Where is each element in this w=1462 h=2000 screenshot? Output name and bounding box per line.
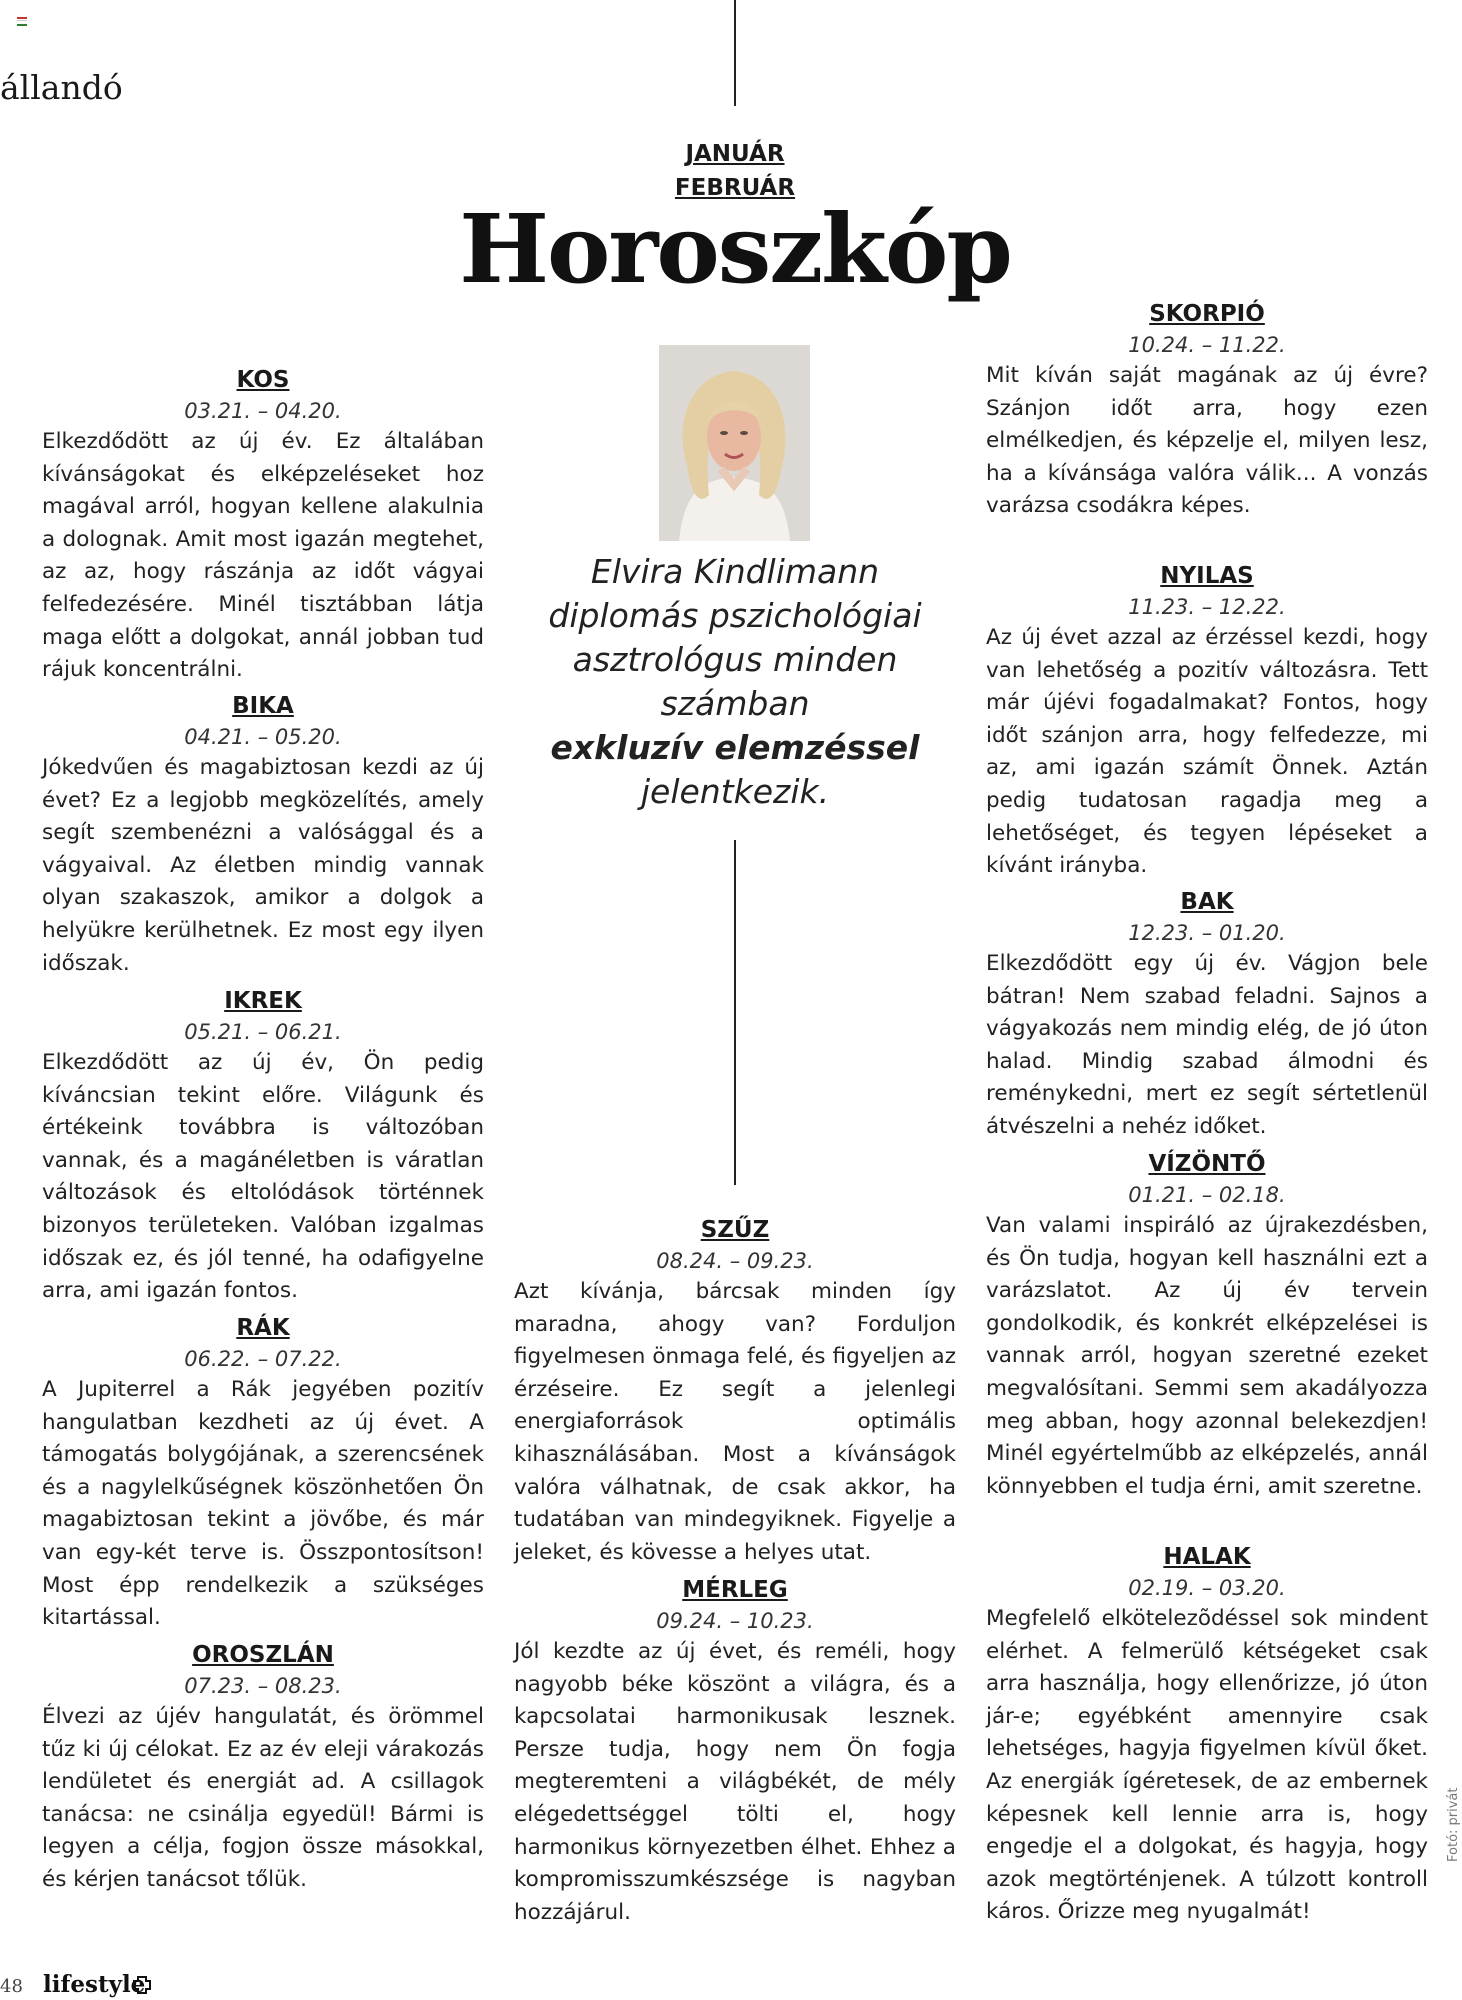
brand-emblem-icon xyxy=(132,1975,152,1995)
sign-text: Van valami inspiráló az újrakezdésben, és Ön tudja, hogyan kell használni ezt a varázslatot. Az új év tervein gondolkodik, és konkrét elképzelései is vannak arról, hogyan szeretné ezeket megvalósítani. Semmi sem akadályozza meg abban, hogy azonnal belekezdjen! Minél egyértelműbb az elképzelés, annál könnyebben el tudja érni, amit szeretne. xyxy=(986,1213,1428,1499)
intro-line-2: diplomás pszichológiai xyxy=(548,596,922,635)
sign-bika xyxy=(42,690,484,980)
sign-kos xyxy=(42,364,484,687)
sign-name: NYILAS xyxy=(1160,563,1254,589)
intro-highlight: exkluzív elemzéssel xyxy=(550,728,920,767)
sign-text: Jókedvűen és magabiztosan kezdi az új évet? Ez a legjobb megközelítés, amely segít szembenézni a valósággal és a vágyaival. Az életben mindig vannak olyan szakaszok, amikor a dolgok a helyükre kerülhetnek. Ez most egy ilyen időszak. xyxy=(42,755,484,976)
sign-dates: 11.23. – 12.22. xyxy=(1128,595,1286,619)
sign-name: HALAK xyxy=(1163,1544,1251,1570)
sign-name: KOS xyxy=(236,367,290,393)
author-portrait xyxy=(659,345,810,541)
sign-text: Élvezi az újév hangulatát, és örömmel tűz ki új célokat. Ez az év eleji várakozás lendületet és energiát ad. A csillagok tanácsa: ne csinálja egyedül! Bármi is legyen a célja, fogjon össze másokkal, és kérjen tanácsot tőlük. xyxy=(42,1704,484,1892)
author-intro xyxy=(520,550,950,814)
sign-szuz xyxy=(514,1214,956,1569)
sign-bak xyxy=(986,886,1428,1144)
brand-logo: lifestyle xyxy=(43,1971,146,1998)
sign-dates: 08.24. – 09.23. xyxy=(656,1249,814,1273)
sign-name: OROSZLÁN xyxy=(192,1642,334,1668)
sign-dates: 10.24. – 11.22. xyxy=(1128,333,1286,357)
sign-dates: 04.21. – 05.20. xyxy=(184,725,342,749)
sign-name: SZŰZ xyxy=(700,1217,770,1243)
sign-name: RÁK xyxy=(236,1315,290,1341)
sign-name: IKREK xyxy=(224,988,302,1014)
month-february: FEBRUÁR xyxy=(674,175,796,201)
sign-nyilas xyxy=(986,560,1428,883)
flag-icon xyxy=(17,17,27,25)
intro-line-1: Elvira Kindlimann xyxy=(590,552,880,591)
sign-text: Jól kezdte az új évet, és reméli, hogy nagyobb béke köszönt a világra, és a kapcsolatai harmonikusak lesznek. Persze tudja, hogy nem Ön fogja megteremteni a világbékét, de mély elégedettséggel tölti el, hogy harmonikus környezetben élhet. Ehhez a kompromisszumkészsége is nagyban hozzájárul. xyxy=(514,1639,956,1925)
section-label: állandó xyxy=(0,68,123,107)
sign-name: VÍZÖNTŐ xyxy=(1148,1151,1266,1177)
sign-text: Elkezdődött egy új év. Vágjon bele bátran! Nem szabad feladni. Sajnos a vágyakozás nem mindig elég, de jó úton halad. Mindig szabad álmodni és reménykedni, mert ez segít sértetlenül átvészelni a nehéz időket. xyxy=(986,951,1428,1139)
sign-dates: 01.21. – 02.18. xyxy=(1128,1183,1286,1207)
divider-line-top xyxy=(734,0,736,106)
sign-dates: 03.21. – 04.20. xyxy=(184,399,342,423)
sign-dates: 06.22. – 07.22. xyxy=(184,1347,342,1371)
sign-dates: 09.24. – 10.23. xyxy=(656,1609,814,1633)
intro-end: jelentkezik. xyxy=(640,772,830,811)
sign-dates: 12.23. – 01.20. xyxy=(1128,921,1286,945)
sign-vizonto xyxy=(986,1148,1428,1503)
sign-name: MÉRLEG xyxy=(682,1577,788,1603)
sign-text: Azt kívánja, bárcsak minden így maradna, ahogy van? Forduljon figyelmesen önmaga felé, és figyeljen az érzéseire. Ez segít a jelenlegi energiaforrások optimális kihasználásában. Most a kívánságok valóra válhatnak, de csak akkor, ha tudatában van mindegyiknek. Figyelje a jeleket, és kövesse a helyes utat. xyxy=(514,1279,956,1565)
sign-rak xyxy=(42,1312,484,1635)
sign-name: BAK xyxy=(1180,889,1234,915)
sign-skorpio xyxy=(986,298,1428,523)
sign-name: BIKA xyxy=(232,693,294,719)
sign-text: Megfelelő elkötelezõdéssel sok mindent elérhet. A felmerülő kétségeket csak arra használja, hogy ellenőrizze, jó úton jár-e; egyébként amennyire csak lehetséges, hagyja figyelmen kívül őket. Az energiák ígéretesek, de az embernek képesnek kell lennie arra is, hogy engedje el a dolgokat, és hagyja, hogy azok megtörténjenek. A túlzott kontroll káros. Őrizze meg nyugalmát! xyxy=(986,1606,1428,1925)
intro-line-4: számban xyxy=(660,684,810,723)
sign-text: Az új évet azzal az érzéssel kezdi, hogy van lehetőség a pozitív változásra. Tett már újévi fogadalmakat? Fontos, hogy időt szánjon arra, hogy felfedezze, mi az, ami igazán számít Önnek. Aztán pedig tudatosan ragadja meg a lehetőséget, és tegyen lépéseket a kívánt irányba. xyxy=(986,625,1428,879)
page-title: Horoszkóp xyxy=(459,194,1011,305)
sign-merleg xyxy=(514,1574,956,1929)
sign-dates: 02.19. – 03.20. xyxy=(1128,1576,1286,1600)
sign-oroszlan xyxy=(42,1639,484,1897)
sign-text: Elkezdődött az új év, Ön pedig kíváncsian tekint előre. Világunk és értékeink továbbra is változóban vannak, és a magánéletben is váratlan változások és eltolódások történnek bizonyos területeken. Valóban izgalmas időszak ez, és jól tenné, ha odafigyelne arra, ami igazán fontos. xyxy=(42,1050,484,1304)
sign-text: A Jupiterrel a Rák jegyében pozitív hangulatban kezdheti az új évet. A támogatás bolygójának, a szerencsének és a nagylelkűségnek köszönhetően Ön magabiztosan tekint a jövőbe, és már van egy-két terve is. Összpontosítson! Most épp rendelkezik a szükséges kitartással. xyxy=(42,1377,484,1631)
sign-ikrek xyxy=(42,985,484,1308)
intro-line-3: asztrológus minden xyxy=(572,640,898,679)
month-january: JANUÁR xyxy=(685,141,785,167)
sign-name: SKORPIÓ xyxy=(1149,301,1265,327)
sign-text: Mit kíván saját magának az új évre? Szánjon időt arra, hogy ezen elmélkedjen, és képzelje el, milyen lesz, ha a kívánsága valóra válik... A vonzás varázsa csodákra képes. xyxy=(986,363,1428,519)
divider-line-middle xyxy=(734,840,736,1185)
photo-credit: Fotó: privát xyxy=(1446,1787,1461,1862)
sign-halak xyxy=(986,1541,1428,1929)
sign-dates: 05.21. – 06.21. xyxy=(184,1020,342,1044)
sign-text: Elkezdődött az új év. Ez általában kívánságokat és elképzeléseket hoz magával arról, hogyan kellene alakulnia a dolognak. Amit most igazán megtehet, az az, hogy rászánja az időt vágyai felfedezésére. Minél tisztábban látja maga előtt a dolgokat, annál jobban tud rájuk koncentrálni. xyxy=(42,429,484,683)
sign-dates: 07.23. – 08.23. xyxy=(184,1674,342,1698)
page-number: 48 xyxy=(0,1976,23,1997)
